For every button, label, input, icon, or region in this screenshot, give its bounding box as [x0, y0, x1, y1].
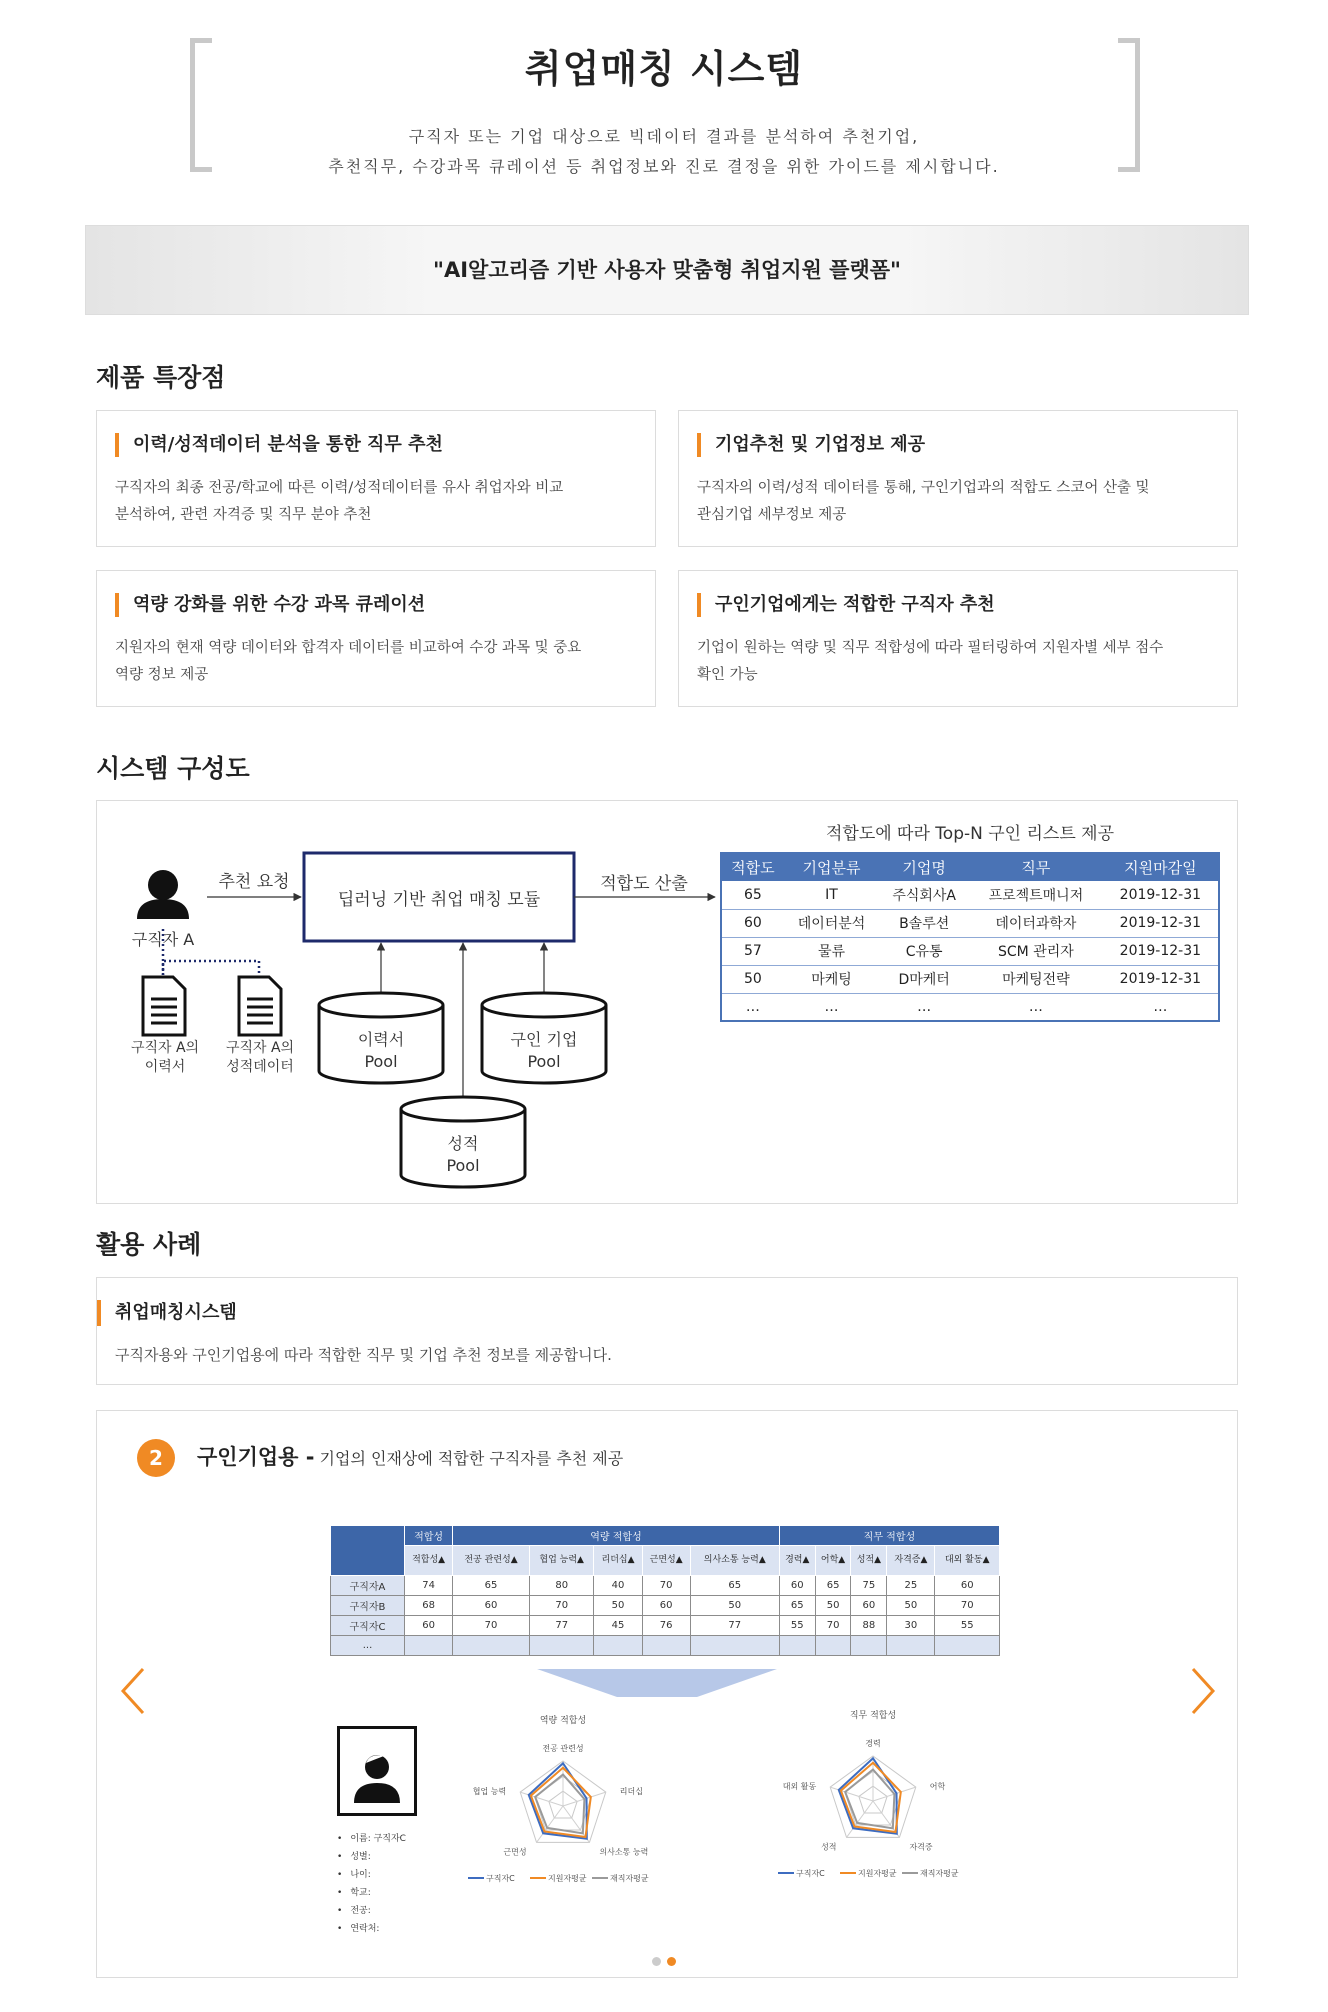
table-cell: 50	[690, 1596, 779, 1616]
table-cell: 65	[779, 1596, 815, 1616]
profile-info-item: • 나이:	[337, 1866, 457, 1884]
table-cell: 65	[690, 1576, 779, 1596]
radar-axis-label: 대외 활동	[782, 1782, 817, 1792]
label-line: Pool	[364, 1052, 398, 1071]
table-cell: 76	[642, 1616, 690, 1636]
next-slide-button[interactable]	[1181, 1661, 1221, 1721]
result-caption: 적합도에 따라 Top-N 구인 리스트 제공	[825, 824, 1115, 844]
radar-axis-line	[520, 1792, 563, 1806]
chevron-right-icon	[1181, 1661, 1221, 1721]
sub-column-header[interactable]: 협업 능력▲	[529, 1546, 593, 1576]
label-line: Pool	[446, 1156, 480, 1175]
candidate-score-table	[330, 1525, 1000, 1656]
table-sub-header-row	[331, 1546, 1000, 1576]
table-row	[331, 1636, 1000, 1656]
description-line-2: 추천직무, 수강과목 큐레이션 등 취업정보와 진로 결정을 위한 가이드를 제시합니다.	[328, 157, 1000, 176]
label-line: 구직자 A의	[225, 1040, 295, 1056]
table-row	[721, 993, 1219, 1021]
profile-photo-frame	[337, 1726, 417, 1816]
table-cell: 2019-12-31	[1103, 909, 1219, 937]
feature-card-desc	[697, 475, 1217, 529]
table-cell	[887, 1636, 935, 1656]
sub-column-header[interactable]: 대외 활동▲	[935, 1546, 1000, 1576]
radar-axis-label: 성적	[821, 1842, 837, 1852]
table-cell	[642, 1636, 690, 1656]
profile-info-item: • 학교:	[337, 1884, 457, 1902]
table-cell: …	[721, 993, 784, 1021]
sub-column-header[interactable]: 리더십▲	[594, 1546, 642, 1576]
desc-line: 분석하여, 관련 자격증 및 직무 분야 추천	[115, 507, 372, 523]
table-cell: 50	[815, 1596, 851, 1616]
grades-pool-label	[401, 1133, 525, 1177]
group-header: 적합성	[405, 1526, 453, 1546]
table-cell: …	[784, 993, 879, 1021]
features-section-title: 제품 특장점	[96, 363, 226, 392]
resume-pool-label	[319, 1029, 443, 1073]
grades-doc-label	[214, 1039, 306, 1077]
table-cell: 74	[405, 1576, 453, 1596]
person-icon	[137, 870, 189, 919]
request-label: 추천 요청	[218, 872, 290, 892]
result-column-header: 적합도	[721, 853, 784, 881]
table-cell: 60	[642, 1596, 690, 1616]
table-row	[721, 937, 1219, 965]
result-column-header: 직무	[969, 853, 1103, 881]
table-cell: 75	[851, 1576, 887, 1596]
row-label: 구직자C	[331, 1616, 405, 1636]
candidate-table-body	[331, 1576, 1000, 1656]
table-row	[721, 965, 1219, 993]
table-row	[331, 1576, 1000, 1596]
prev-slide-button[interactable]	[115, 1661, 155, 1721]
table-cell	[815, 1636, 851, 1656]
desc-line: 지원자의 현재 역량 데이터와 합격자 데이터를 비교하여 수강 과목 및 중요	[115, 640, 582, 656]
table-cell: 70	[935, 1596, 1000, 1616]
table-cell: 25	[887, 1576, 935, 1596]
table-cell: 60	[721, 909, 784, 937]
table-cell: 데이터과학자	[969, 909, 1103, 937]
table-cell	[690, 1636, 779, 1656]
document-icon	[239, 977, 281, 1035]
description-line-1: 구직자 또는 기업 대상으로 빅데이터 결과를 분석하여 추천기업,	[408, 127, 920, 146]
sub-column-header[interactable]: 전공 관련성▲	[453, 1546, 530, 1576]
table-cell: 70	[453, 1616, 530, 1636]
desc-line: 기업이 원하는 역량 및 직무 적합성에 따라 필터링하여 지원자별 세부 점수	[697, 640, 1164, 656]
result-table-body	[721, 881, 1219, 1021]
dotted-connector	[163, 961, 259, 975]
table-cell: 60	[779, 1576, 815, 1596]
feature-card-desc	[115, 475, 635, 529]
sub-column-header[interactable]: 자격증▲	[887, 1546, 935, 1576]
sub-column-header[interactable]: 근면성▲	[642, 1546, 690, 1576]
desc-line: 역량 정보 제공	[115, 667, 209, 683]
result-column-header: 지원마감일	[1103, 853, 1219, 881]
page-title: 취업매칭 시스템	[524, 47, 804, 91]
chevron-left-icon	[115, 1661, 155, 1721]
table-cell: 77	[690, 1616, 779, 1636]
result-column-header: 기업분류	[784, 853, 879, 881]
label-line: 이력서	[357, 1030, 405, 1049]
page-description	[0, 122, 1328, 182]
result-column-header: 기업명	[879, 853, 969, 881]
radar-axis-label: 근면성	[503, 1847, 527, 1857]
table-cell: 30	[887, 1616, 935, 1636]
table-cell: 마케팅전략	[969, 965, 1103, 993]
table-cell: 프로젝트매니저	[969, 881, 1103, 909]
label-line: Pool	[527, 1052, 561, 1071]
table-row	[331, 1616, 1000, 1636]
desc-line: 관심기업 세부정보 제공	[697, 507, 847, 523]
case-box	[96, 1277, 1238, 1385]
profile-info-item: • 전공:	[337, 1902, 457, 1920]
feature-card-2	[678, 410, 1238, 547]
table-cell: 45	[594, 1616, 642, 1636]
label-line: 구인 기업	[510, 1030, 578, 1049]
table-cell: 65	[453, 1576, 530, 1596]
sub-column-header[interactable]: 성적▲	[851, 1546, 887, 1576]
down-arrow-shape	[537, 1669, 777, 1699]
table-cell: 60	[453, 1596, 530, 1616]
table-cell: …	[879, 993, 969, 1021]
table-cell	[851, 1636, 887, 1656]
system-diagram	[96, 800, 1238, 1204]
radar-axis-label: 전공 관련성	[542, 1744, 584, 1753]
result-table	[720, 852, 1220, 1022]
legend-label: 재직자평균	[920, 1869, 959, 1878]
legend-label: 지원자평균	[858, 1869, 897, 1878]
radar-axis-label: 의사소통 능력	[599, 1847, 649, 1857]
radar-title: 역량 적합성	[539, 1716, 587, 1726]
table-cell: D마케터	[879, 965, 969, 993]
table-cell	[935, 1636, 1000, 1656]
document-icon	[143, 977, 185, 1035]
radar-title: 직무 적합성	[849, 1711, 897, 1721]
radar-axis-line	[830, 1787, 873, 1801]
page-header	[0, 0, 1328, 200]
table-cell: IT	[784, 881, 879, 909]
calc-label: 적합도 산출	[600, 874, 688, 894]
label-line: 성적	[447, 1134, 479, 1153]
table-group-header-row	[331, 1526, 1000, 1546]
table-cell: SCM 관리자	[969, 937, 1103, 965]
table-cell: 2019-12-31	[1103, 965, 1219, 993]
sub-column-header[interactable]: 어학▲	[815, 1546, 851, 1576]
table-row	[721, 909, 1219, 937]
table-cell: 55	[935, 1616, 1000, 1636]
table-cell: ...	[331, 1636, 405, 1656]
slide-title-main: 구인기업용 -	[197, 1445, 315, 1469]
table-cell: 물류	[784, 937, 879, 965]
feature-card-title: 이력/성적데이터 분석을 통한 직무 추천	[115, 433, 443, 457]
avatar-icon	[340, 1729, 414, 1813]
table-cell: 68	[405, 1596, 453, 1616]
company-pool-label	[482, 1029, 606, 1073]
table-cell: 65	[815, 1576, 851, 1596]
table-cell: C유통	[879, 937, 969, 965]
table-cell: 40	[594, 1576, 642, 1596]
job-fit-radar-chart	[777, 1706, 1117, 1896]
case-box-desc: 구직자용와 구인기업용에 따라 적합한 직무 및 기업 추천 정보를 제공합니다.	[115, 1346, 612, 1364]
profile-info-item: • 성별:	[337, 1848, 457, 1866]
label-line: 이력서	[144, 1059, 186, 1075]
table-cell	[453, 1636, 530, 1656]
slide-pagination	[649, 1951, 679, 1970]
desc-line: 구직자의 최종 전공/학교에 따른 이력/성적데이터를 유사 취업자와 비교	[115, 480, 564, 496]
table-cell: 77	[529, 1616, 593, 1636]
table-cell: …	[969, 993, 1103, 1021]
profile-info-item: • 연락처:	[337, 1920, 457, 1938]
table-cell: 50	[721, 965, 784, 993]
radar-axis-label: 리더십	[619, 1787, 643, 1797]
feature-card-desc	[115, 635, 635, 689]
radar-axis-label: 경력	[865, 1739, 881, 1748]
radar-axis-label: 협업 능력	[472, 1787, 507, 1797]
cases-section-title: 활용 사례	[96, 1230, 202, 1259]
table-cell	[594, 1636, 642, 1656]
case-slider	[96, 1410, 1238, 1978]
feature-card-title: 구인기업에게는 적합한 구직자 추천	[697, 593, 995, 617]
table-cell: 80	[529, 1576, 593, 1596]
table-cell: 70	[642, 1576, 690, 1596]
slide-title	[197, 1441, 623, 1471]
row-label: 구직자A	[331, 1576, 405, 1596]
group-header: 직무 적합성	[779, 1526, 999, 1546]
table-row	[721, 881, 1219, 909]
table-cell: 60	[935, 1576, 1000, 1596]
feature-card-desc	[697, 635, 1217, 689]
feature-card-title: 역량 강화를 위한 수강 과목 큐레이션	[115, 593, 425, 617]
result-table-header	[721, 853, 1219, 881]
sub-column-header[interactable]: 의사소통 능력▲	[690, 1546, 779, 1576]
profile-info-item: • 이름: 구직자C	[337, 1830, 457, 1848]
label-line: 성적데이터	[226, 1059, 294, 1075]
feature-card-title: 기업추천 및 기업정보 제공	[697, 433, 925, 457]
table-cell: 2019-12-31	[1103, 881, 1219, 909]
table-cell: …	[1103, 993, 1219, 1021]
radar-axis-label: 자격증	[909, 1842, 933, 1852]
sub-column-header[interactable]: 적합성▲	[405, 1546, 453, 1576]
person-label: 구직자 A	[131, 930, 195, 949]
table-cell: 마케팅	[784, 965, 879, 993]
table-cell: 55	[779, 1616, 815, 1636]
desc-line: 구직자의 이력/성적 데이터를 통해, 구인기업과의 적합도 스코어 산출 및	[697, 480, 1150, 496]
sub-column-header[interactable]: 경력▲	[779, 1546, 815, 1576]
table-cell	[529, 1636, 593, 1656]
resume-doc-label	[119, 1039, 211, 1077]
row-label: 구직자B	[331, 1596, 405, 1616]
table-cell: 50	[887, 1596, 935, 1616]
table-cell: 57	[721, 937, 784, 965]
pagination-dot[interactable]	[652, 1957, 661, 1966]
competency-radar-chart	[467, 1711, 807, 1901]
slide-subtitle: 기업의 인재상에 적합한 구직자를 추천 제공	[314, 1449, 624, 1468]
pagination-dot-active[interactable]	[667, 1957, 676, 1966]
slide-number-badge: 2	[137, 1439, 175, 1477]
table-cell: 60	[405, 1616, 453, 1636]
table-cell: 60	[851, 1596, 887, 1616]
table-cell: 50	[594, 1596, 642, 1616]
legend-label: 재직자평균	[610, 1874, 649, 1883]
table-corner-cell	[331, 1526, 405, 1576]
feature-card-4	[678, 570, 1238, 707]
case-box-title: 취업매칭시스템	[97, 1300, 237, 1326]
table-cell: 65	[721, 881, 784, 909]
legend-label: 구직자C	[486, 1874, 515, 1883]
table-cell	[779, 1636, 815, 1656]
label-line: 구직자 A의	[130, 1040, 200, 1056]
table-cell: 주식회사A	[879, 881, 969, 909]
table-cell: 88	[851, 1616, 887, 1636]
legend-label: 구직자C	[796, 1869, 825, 1878]
module-label: 딥러닝 기반 취업 매칭 모듈	[337, 890, 541, 910]
table-cell: 데이터분석	[784, 909, 879, 937]
table-cell: 2019-12-31	[1103, 937, 1219, 965]
feature-card-3	[96, 570, 656, 707]
profile-info-list	[337, 1830, 457, 1938]
table-cell	[405, 1636, 453, 1656]
slogan-banner: "AI알고리즘 기반 사용자 맞춤형 취업지원 플랫폼"	[85, 225, 1249, 315]
system-section-title: 시스템 구성도	[96, 754, 250, 783]
group-header: 역량 적합성	[453, 1526, 780, 1546]
table-cell: 70	[529, 1596, 593, 1616]
feature-card-1	[96, 410, 656, 547]
table-row	[331, 1596, 1000, 1616]
table-cell: B솔루션	[879, 909, 969, 937]
desc-line: 확인 가능	[697, 667, 758, 683]
table-cell: 70	[815, 1616, 851, 1636]
legend-label: 지원자평균	[548, 1874, 587, 1883]
radar-axis-label: 어학	[929, 1782, 946, 1792]
